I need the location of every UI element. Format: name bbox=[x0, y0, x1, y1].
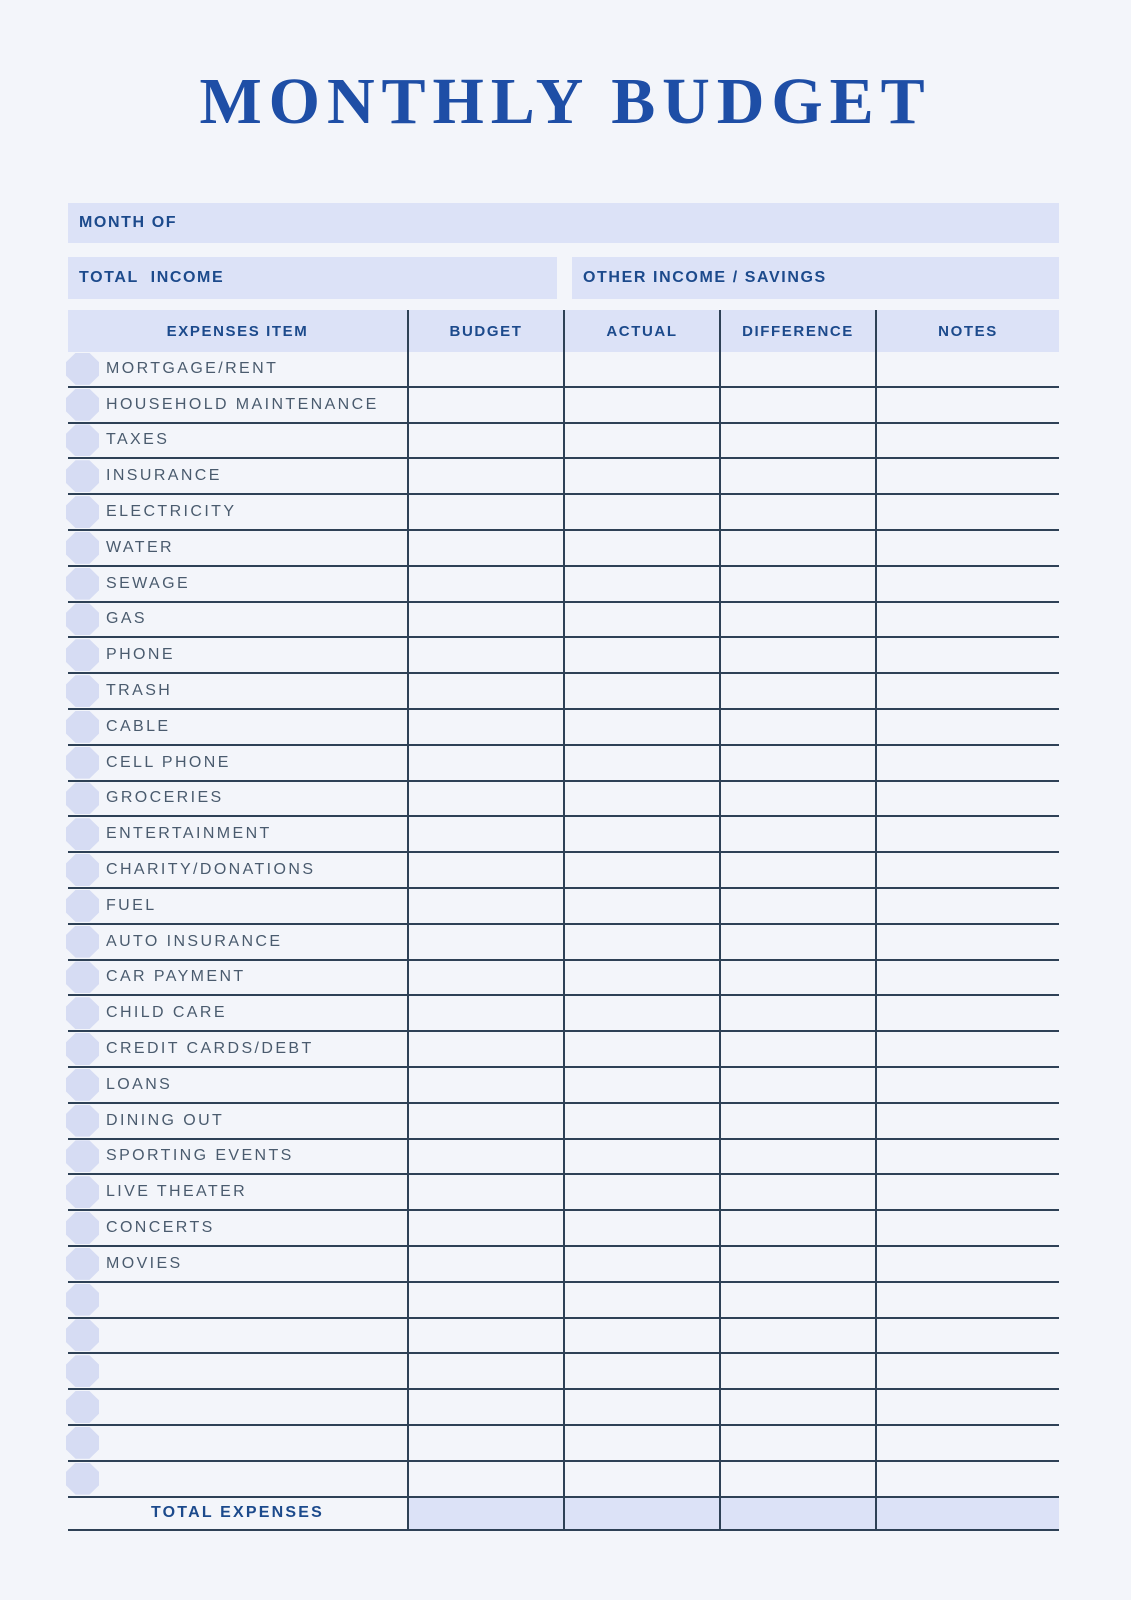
notes-cell[interactable] bbox=[875, 782, 1059, 816]
difference-cell[interactable] bbox=[719, 1104, 875, 1138]
month-of-value-area[interactable] bbox=[177, 203, 1059, 243]
total-expenses-label: TOTAL EXPENSES bbox=[150, 1504, 325, 1521]
octagon-bullet-icon bbox=[66, 639, 99, 671]
difference-cell[interactable] bbox=[719, 853, 875, 887]
item-cell[interactable] bbox=[68, 1462, 407, 1496]
notes-cell[interactable] bbox=[875, 853, 1059, 887]
expense-item-label: CHARITY/DONATIONS bbox=[106, 861, 316, 879]
total-income-value-area[interactable] bbox=[224, 257, 557, 299]
notes-cell[interactable] bbox=[875, 638, 1059, 672]
expense-item-label: ENTERTAINMENT bbox=[106, 825, 272, 843]
item-cell bbox=[68, 567, 407, 601]
budget-cell[interactable] bbox=[407, 1175, 563, 1209]
item-cell bbox=[68, 853, 407, 887]
difference-cell[interactable] bbox=[719, 567, 875, 601]
actual-cell[interactable] bbox=[563, 1354, 719, 1388]
expense-row bbox=[68, 961, 1059, 997]
notes-cell[interactable] bbox=[875, 1211, 1059, 1245]
budget-cell[interactable] bbox=[407, 782, 563, 816]
actual-cell[interactable] bbox=[563, 1211, 719, 1245]
octagon-bullet-icon bbox=[66, 997, 99, 1029]
difference-cell[interactable] bbox=[719, 925, 875, 959]
expense-item-label: ELECTRICITY bbox=[106, 503, 237, 521]
total-notes-cell[interactable] bbox=[875, 1498, 1059, 1529]
difference-cell[interactable] bbox=[719, 1140, 875, 1174]
actual-cell[interactable] bbox=[563, 925, 719, 959]
expense-row bbox=[68, 1140, 1059, 1176]
actual-cell[interactable] bbox=[563, 889, 719, 923]
item-cell bbox=[68, 817, 407, 851]
item-cell bbox=[68, 782, 407, 816]
notes-cell[interactable] bbox=[875, 1354, 1059, 1388]
octagon-bullet-icon bbox=[66, 532, 99, 564]
other-income-value-area[interactable] bbox=[827, 257, 1059, 299]
expense-item-label: MOVIES bbox=[106, 1254, 183, 1272]
header-actual: ACTUAL bbox=[563, 310, 719, 352]
octagon-bullet-icon bbox=[66, 1355, 99, 1387]
octagon-bullet-icon bbox=[66, 1140, 99, 1172]
difference-cell[interactable] bbox=[719, 1354, 875, 1388]
octagon-bullet-icon bbox=[66, 961, 99, 993]
total-expenses-cell bbox=[68, 1498, 407, 1529]
month-of-bar bbox=[68, 203, 1059, 243]
budget-cell[interactable] bbox=[407, 1354, 563, 1388]
expense-row bbox=[68, 388, 1059, 424]
difference-cell[interactable] bbox=[719, 1247, 875, 1281]
notes-cell[interactable] bbox=[875, 1390, 1059, 1424]
notes-cell[interactable] bbox=[875, 1462, 1059, 1496]
expense-row bbox=[68, 1247, 1059, 1283]
item-cell bbox=[68, 1175, 407, 1209]
octagon-bullet-icon bbox=[66, 460, 99, 492]
octagon-bullet-icon bbox=[66, 1427, 99, 1459]
difference-cell[interactable] bbox=[719, 674, 875, 708]
difference-cell[interactable] bbox=[719, 1319, 875, 1353]
expense-item-label: TRASH bbox=[106, 682, 173, 700]
difference-cell[interactable] bbox=[719, 424, 875, 458]
actual-cell[interactable] bbox=[563, 388, 719, 422]
item-cell bbox=[68, 925, 407, 959]
octagon-bullet-icon bbox=[66, 496, 99, 528]
expense-row bbox=[68, 1175, 1059, 1211]
octagon-bullet-icon bbox=[66, 890, 99, 922]
other-income-label: OTHER INCOME / SAVINGS bbox=[583, 269, 827, 286]
actual-cell[interactable] bbox=[563, 603, 719, 637]
notes-cell[interactable] bbox=[875, 1283, 1059, 1317]
actual-cell[interactable] bbox=[563, 853, 719, 887]
notes-cell[interactable] bbox=[875, 961, 1059, 995]
notes-cell[interactable] bbox=[875, 1175, 1059, 1209]
expense-row bbox=[68, 996, 1059, 1032]
difference-cell[interactable] bbox=[719, 388, 875, 422]
budget-cell[interactable] bbox=[407, 1211, 563, 1245]
total-actual-cell[interactable] bbox=[563, 1498, 719, 1529]
difference-cell[interactable] bbox=[719, 782, 875, 816]
actual-cell[interactable] bbox=[563, 531, 719, 565]
item-cell bbox=[68, 1211, 407, 1245]
difference-cell[interactable] bbox=[719, 459, 875, 493]
budget-cell[interactable] bbox=[407, 817, 563, 851]
empty-expense-row bbox=[68, 1354, 1059, 1390]
expense-item-label: HOUSEHOLD MAINTENANCE bbox=[106, 395, 379, 413]
item-cell bbox=[68, 531, 407, 565]
budget-cell[interactable] bbox=[407, 495, 563, 529]
expense-item-label: CREDIT CARDS/DEBT bbox=[106, 1040, 314, 1058]
budget-cell[interactable] bbox=[407, 603, 563, 637]
expense-row bbox=[68, 889, 1059, 925]
notes-cell[interactable] bbox=[875, 1319, 1059, 1353]
notes-cell[interactable] bbox=[875, 495, 1059, 529]
notes-cell[interactable] bbox=[875, 889, 1059, 923]
expense-item-label: PHONE bbox=[106, 646, 175, 664]
difference-cell[interactable] bbox=[719, 1283, 875, 1317]
octagon-bullet-icon bbox=[66, 1176, 99, 1208]
octagon-bullet-icon bbox=[66, 818, 99, 850]
octagon-bullet-icon bbox=[66, 568, 99, 600]
notes-cell[interactable] bbox=[875, 1247, 1059, 1281]
budget-cell[interactable] bbox=[407, 1283, 563, 1317]
octagon-bullet-icon bbox=[66, 675, 99, 707]
budget-cell[interactable] bbox=[407, 388, 563, 422]
expense-item-label: SPORTING EVENTS bbox=[106, 1147, 294, 1165]
difference-cell[interactable] bbox=[719, 710, 875, 744]
difference-cell[interactable] bbox=[719, 1211, 875, 1245]
item-cell bbox=[68, 638, 407, 672]
notes-cell[interactable] bbox=[875, 459, 1059, 493]
budget-cell[interactable] bbox=[407, 889, 563, 923]
notes-cell[interactable] bbox=[875, 388, 1059, 422]
header-budget: BUDGET bbox=[407, 310, 563, 352]
difference-cell[interactable] bbox=[719, 996, 875, 1030]
difference-cell[interactable] bbox=[719, 352, 875, 386]
expense-row bbox=[68, 1068, 1059, 1104]
expense-item-label: LOANS bbox=[106, 1075, 173, 1093]
item-cell bbox=[68, 352, 407, 386]
header-difference: DIFFERENCE bbox=[719, 310, 875, 352]
actual-cell[interactable] bbox=[563, 1068, 719, 1102]
octagon-bullet-icon bbox=[66, 389, 99, 421]
item-cell bbox=[68, 710, 407, 744]
expense-item-label: CHILD CARE bbox=[106, 1004, 227, 1022]
actual-cell[interactable] bbox=[563, 1175, 719, 1209]
item-cell bbox=[68, 1032, 407, 1066]
header-notes: NOTES bbox=[875, 310, 1059, 352]
notes-cell[interactable] bbox=[875, 1140, 1059, 1174]
expense-item-label: WATER bbox=[106, 538, 174, 556]
item-cell bbox=[68, 1247, 407, 1281]
notes-cell[interactable] bbox=[875, 603, 1059, 637]
actual-cell[interactable] bbox=[563, 1032, 719, 1066]
item-cell[interactable] bbox=[68, 1426, 407, 1460]
item-cell bbox=[68, 495, 407, 529]
actual-cell[interactable] bbox=[563, 459, 719, 493]
octagon-bullet-icon bbox=[66, 603, 99, 635]
octagon-bullet-icon bbox=[66, 782, 99, 814]
expense-item-label: LIVE THEATER bbox=[106, 1183, 248, 1201]
notes-cell[interactable] bbox=[875, 925, 1059, 959]
item-cell bbox=[68, 996, 407, 1030]
notes-cell[interactable] bbox=[875, 424, 1059, 458]
other-income-bar bbox=[572, 257, 1059, 299]
budget-cell[interactable] bbox=[407, 996, 563, 1030]
notes-cell[interactable] bbox=[875, 674, 1059, 708]
difference-cell[interactable] bbox=[719, 603, 875, 637]
budget-cell[interactable] bbox=[407, 1032, 563, 1066]
actual-cell[interactable] bbox=[563, 567, 719, 601]
expense-item-label: GAS bbox=[106, 610, 147, 628]
difference-cell[interactable] bbox=[719, 638, 875, 672]
notes-cell[interactable] bbox=[875, 567, 1059, 601]
empty-expense-row bbox=[68, 1426, 1059, 1462]
budget-cell[interactable] bbox=[407, 567, 563, 601]
octagon-bullet-icon bbox=[66, 1319, 99, 1351]
octagon-bullet-icon bbox=[66, 1248, 99, 1280]
budget-cell[interactable] bbox=[407, 925, 563, 959]
expense-item-label: CELL PHONE bbox=[106, 753, 231, 771]
actual-cell[interactable] bbox=[563, 961, 719, 995]
budget-cell[interactable] bbox=[407, 1462, 563, 1496]
budget-cell[interactable] bbox=[407, 1104, 563, 1138]
actual-cell[interactable] bbox=[563, 1462, 719, 1496]
expense-item-label: FUEL bbox=[106, 896, 157, 914]
item-cell bbox=[68, 388, 407, 422]
expense-row bbox=[68, 817, 1059, 853]
expense-row bbox=[68, 674, 1059, 710]
difference-cell[interactable] bbox=[719, 495, 875, 529]
actual-cell[interactable] bbox=[563, 1319, 719, 1353]
budget-cell[interactable] bbox=[407, 746, 563, 780]
expense-row bbox=[68, 459, 1059, 495]
budget-cell[interactable] bbox=[407, 459, 563, 493]
difference-cell[interactable] bbox=[719, 1390, 875, 1424]
empty-expense-row bbox=[68, 1390, 1059, 1426]
notes-cell[interactable] bbox=[875, 531, 1059, 565]
actual-cell[interactable] bbox=[563, 495, 719, 529]
notes-cell[interactable] bbox=[875, 817, 1059, 851]
octagon-bullet-icon bbox=[66, 1105, 99, 1137]
expense-item-label: INSURANCE bbox=[106, 467, 222, 485]
item-cell bbox=[68, 1068, 407, 1102]
expense-row bbox=[68, 746, 1059, 782]
budget-cell[interactable] bbox=[407, 710, 563, 744]
actual-cell[interactable] bbox=[563, 674, 719, 708]
expense-item-label: CAR PAYMENT bbox=[106, 968, 246, 986]
notes-cell[interactable] bbox=[875, 352, 1059, 386]
octagon-bullet-icon bbox=[66, 353, 99, 385]
expense-item-label: TAXES bbox=[106, 431, 170, 449]
expense-row bbox=[68, 782, 1059, 818]
expenses-table bbox=[68, 310, 1059, 1531]
octagon-bullet-icon bbox=[66, 424, 99, 456]
actual-cell[interactable] bbox=[563, 782, 719, 816]
octagon-bullet-icon bbox=[66, 1284, 99, 1316]
notes-cell[interactable] bbox=[875, 710, 1059, 744]
total-income-label: TOTAL INCOME bbox=[79, 269, 225, 286]
total-expenses-row bbox=[68, 1498, 1059, 1531]
budget-cell[interactable] bbox=[407, 531, 563, 565]
octagon-bullet-icon bbox=[66, 1033, 99, 1065]
month-of-label: MONTH OF bbox=[79, 214, 178, 231]
actual-cell[interactable] bbox=[563, 746, 719, 780]
budget-cell[interactable] bbox=[407, 1068, 563, 1102]
total-income-bar bbox=[68, 257, 557, 299]
octagon-bullet-icon bbox=[66, 1212, 99, 1244]
item-cell bbox=[68, 889, 407, 923]
difference-cell[interactable] bbox=[719, 817, 875, 851]
actual-cell[interactable] bbox=[563, 352, 719, 386]
item-cell bbox=[68, 1104, 407, 1138]
budget-cell[interactable] bbox=[407, 961, 563, 995]
item-cell[interactable] bbox=[68, 1390, 407, 1424]
actual-cell[interactable] bbox=[563, 1390, 719, 1424]
notes-cell[interactable] bbox=[875, 996, 1059, 1030]
item-cell[interactable] bbox=[68, 1283, 407, 1317]
octagon-bullet-icon bbox=[66, 747, 99, 779]
budget-cell[interactable] bbox=[407, 1390, 563, 1424]
total-budget-cell[interactable] bbox=[407, 1498, 563, 1529]
item-cell[interactable] bbox=[68, 1319, 407, 1353]
expense-item-label: CONCERTS bbox=[106, 1219, 215, 1237]
budget-cell[interactable] bbox=[407, 1140, 563, 1174]
notes-cell[interactable] bbox=[875, 1032, 1059, 1066]
actual-cell[interactable] bbox=[563, 1140, 719, 1174]
octagon-bullet-icon bbox=[66, 854, 99, 886]
expense-row bbox=[68, 710, 1059, 746]
item-cell bbox=[68, 961, 407, 995]
difference-cell[interactable] bbox=[719, 1032, 875, 1066]
expense-item-label: DINING OUT bbox=[106, 1111, 225, 1129]
budget-cell[interactable] bbox=[407, 424, 563, 458]
expense-row bbox=[68, 1104, 1059, 1140]
notes-cell[interactable] bbox=[875, 1068, 1059, 1102]
octagon-bullet-icon bbox=[66, 711, 99, 743]
expense-row bbox=[68, 638, 1059, 674]
notes-cell[interactable] bbox=[875, 746, 1059, 780]
expense-row bbox=[68, 424, 1059, 460]
table-body bbox=[68, 352, 1059, 1498]
actual-cell[interactable] bbox=[563, 817, 719, 851]
difference-cell[interactable] bbox=[719, 889, 875, 923]
expense-item-label: SEWAGE bbox=[106, 574, 191, 592]
difference-cell[interactable] bbox=[719, 1175, 875, 1209]
actual-cell[interactable] bbox=[563, 1104, 719, 1138]
item-cell bbox=[68, 1140, 407, 1174]
page-title: MONTHLY BUDGET bbox=[199, 65, 932, 138]
expense-item-label: MORTGAGE/RENT bbox=[106, 359, 279, 377]
table-header-row bbox=[68, 310, 1059, 352]
item-cell bbox=[68, 603, 407, 637]
empty-expense-row bbox=[68, 1319, 1059, 1355]
header-expenses-item: EXPENSES ITEM bbox=[166, 322, 309, 340]
difference-cell[interactable] bbox=[719, 746, 875, 780]
octagon-bullet-icon bbox=[66, 1391, 99, 1423]
expense-row bbox=[68, 853, 1059, 889]
expense-row bbox=[68, 495, 1059, 531]
item-cell[interactable] bbox=[68, 1354, 407, 1388]
expense-row bbox=[68, 531, 1059, 567]
octagon-bullet-icon bbox=[66, 1069, 99, 1101]
actual-cell[interactable] bbox=[563, 710, 719, 744]
difference-cell[interactable] bbox=[719, 1068, 875, 1102]
item-cell bbox=[68, 674, 407, 708]
empty-expense-row bbox=[68, 1462, 1059, 1498]
actual-cell[interactable] bbox=[563, 996, 719, 1030]
notes-cell[interactable] bbox=[875, 1426, 1059, 1460]
difference-cell[interactable] bbox=[719, 531, 875, 565]
expense-item-label: GROCERIES bbox=[106, 789, 224, 807]
budget-cell[interactable] bbox=[407, 1247, 563, 1281]
budget-cell[interactable] bbox=[407, 674, 563, 708]
budget-cell[interactable] bbox=[407, 1426, 563, 1460]
item-cell bbox=[68, 746, 407, 780]
actual-cell[interactable] bbox=[563, 1247, 719, 1281]
actual-cell[interactable] bbox=[563, 638, 719, 672]
item-cell bbox=[68, 424, 407, 458]
expense-row bbox=[68, 603, 1059, 639]
empty-expense-row bbox=[68, 1283, 1059, 1319]
actual-cell[interactable] bbox=[563, 1283, 719, 1317]
actual-cell[interactable] bbox=[563, 424, 719, 458]
notes-cell[interactable] bbox=[875, 1104, 1059, 1138]
budget-cell[interactable] bbox=[407, 853, 563, 887]
difference-cell[interactable] bbox=[719, 961, 875, 995]
octagon-bullet-icon bbox=[66, 926, 99, 958]
expense-row bbox=[68, 567, 1059, 603]
budget-cell[interactable] bbox=[407, 638, 563, 672]
item-cell bbox=[68, 459, 407, 493]
expense-row bbox=[68, 1032, 1059, 1068]
budget-cell[interactable] bbox=[407, 1319, 563, 1353]
expense-item-label: CABLE bbox=[106, 717, 171, 735]
expense-row bbox=[68, 352, 1059, 388]
budget-cell[interactable] bbox=[407, 352, 563, 386]
actual-cell[interactable] bbox=[563, 1426, 719, 1460]
octagon-bullet-icon bbox=[66, 1463, 99, 1495]
difference-cell[interactable] bbox=[719, 1426, 875, 1460]
expense-row bbox=[68, 1211, 1059, 1247]
expense-item-label: AUTO INSURANCE bbox=[106, 932, 283, 950]
total-difference-cell[interactable] bbox=[719, 1498, 875, 1529]
difference-cell[interactable] bbox=[719, 1462, 875, 1496]
expense-row bbox=[68, 925, 1059, 961]
